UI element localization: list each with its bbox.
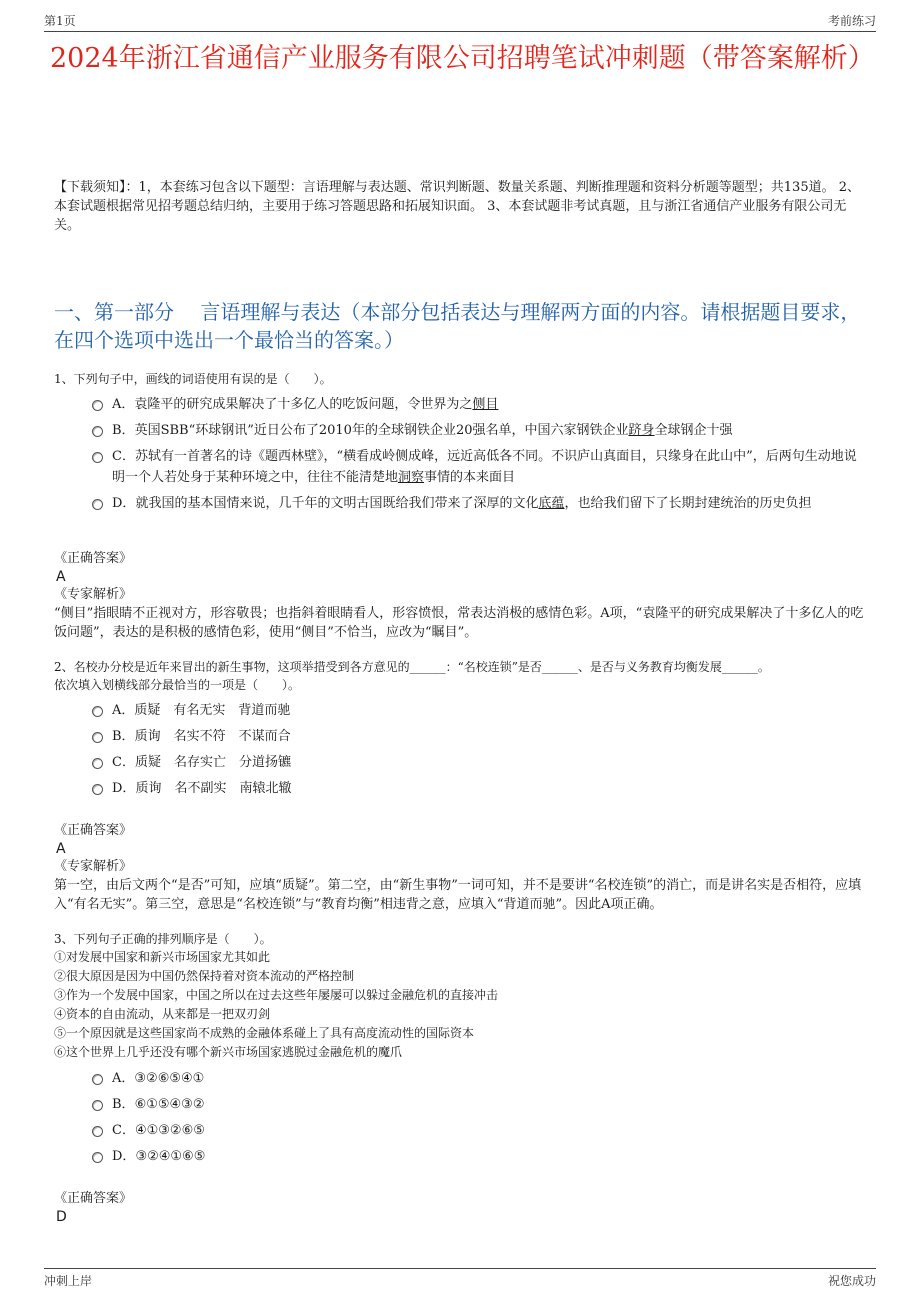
correct-answer: D bbox=[56, 1209, 67, 1225]
option-a[interactable] bbox=[54, 394, 868, 415]
option-text: 英国SBB“环球钢讯”近日公布了2010年的全球钢铁企业20强名单，中国六家钢铁企业 bbox=[134, 423, 629, 438]
analysis-text: 第一空，由后文两个“是否”可知，应填“质疑”。第二空，由“新生事物”一词可知，并不是要讲“名校连锁”的消亡，而是讲名实是否相符，应填入“有名无实”。第三空，意思是“名校连锁”与“教育均衡”相违背之意，应填入“背道而驰”。因此A项正确。 bbox=[54, 878, 862, 912]
option-text: ③②④①⑥⑤ bbox=[135, 1149, 206, 1164]
option-letter: D． bbox=[112, 496, 136, 511]
radio-button[interactable] bbox=[92, 426, 103, 437]
answer-block-2 bbox=[54, 822, 868, 914]
footer-left-text: 冲刺上岸 bbox=[44, 1274, 93, 1288]
option-letter: A． bbox=[112, 1071, 135, 1086]
option-letter: B． bbox=[112, 1097, 135, 1112]
option-d[interactable] bbox=[54, 778, 868, 799]
option-a[interactable] bbox=[54, 700, 868, 721]
option-letter: C． bbox=[112, 755, 135, 770]
option-letter: D． bbox=[112, 781, 136, 796]
option-letter: B． bbox=[112, 729, 135, 744]
sentence-3: ③作为一个发展中国家，中国之所以在过去这些年屡屡可以躲过金融危机的直接冲击 bbox=[54, 988, 499, 1002]
analysis-label: 《专家解析》 bbox=[54, 587, 133, 602]
sentence-4: ④资本的自由流动，从来都是一把双刃剑 bbox=[54, 1007, 271, 1021]
header-divider bbox=[44, 31, 876, 32]
radio-button[interactable] bbox=[92, 1152, 103, 1163]
underlined-word: 洞察 bbox=[398, 470, 425, 485]
header-tag: 考前练习 bbox=[827, 14, 876, 28]
option-text: 就我国的基本国情来说，几千年的文明古国既给我们带来了深厚的文化 bbox=[135, 496, 539, 511]
option-text-tail: 事情的本来面目 bbox=[424, 470, 516, 485]
option-text: ④①③②⑥⑤ bbox=[134, 1123, 205, 1138]
option-c[interactable] bbox=[54, 752, 868, 773]
option-d[interactable] bbox=[54, 1146, 868, 1167]
option-c[interactable] bbox=[54, 446, 868, 488]
question-stem: 1、下列句子中，画线的词语使用有误的是（ ）。 bbox=[54, 372, 332, 386]
option-letter: D． bbox=[112, 1149, 136, 1164]
option-text: 质疑 名存实亡 分道扬镳 bbox=[134, 755, 291, 770]
option-letter: C． bbox=[112, 449, 135, 464]
option-d[interactable] bbox=[54, 493, 868, 514]
radio-button[interactable] bbox=[92, 1074, 103, 1085]
option-letter: A． bbox=[112, 397, 135, 412]
download-notice: 【下载须知】：1，本套练习包含以下题型：言语理解与表达题、常识判断题、数量关系题、判断推理题和资料分析题等题型；共135道。 2、本套试题根据常见招考题总结归纳，主要用于练习答题思路和拓展知识面。 3、本套试题非考试真题，且与浙江省通信产业服务有限公司无关。 bbox=[54, 180, 860, 233]
correct-answer: A bbox=[56, 841, 66, 857]
sentence-1: ①对发展中国家和新兴市场国家尤其如此 bbox=[54, 950, 271, 964]
option-text: 质询 名实不符 不谋而合 bbox=[134, 729, 291, 744]
option-text: 质询 名不副实 南辕北辙 bbox=[135, 781, 292, 796]
option-text: ⑥①⑤④③② bbox=[134, 1097, 205, 1112]
section-heading: 一、第一部分 言语理解与表达（本部分包括表达与理解两方面的内容。请根据题目要求，在四个选项中选出一个最恰当的答案。） bbox=[54, 300, 861, 352]
radio-button[interactable] bbox=[92, 400, 103, 411]
option-text: 苏轼有一首著名的诗《题西林壁》，“横看成岭侧成峰，远近高低各不同。不识庐山真面目，只缘身在此山中”，后两句生动地说明一个人若处身于某种环境之中，往往不能清楚地 bbox=[112, 449, 857, 485]
option-text: ③②⑥⑤④① bbox=[134, 1071, 205, 1086]
question-stem: 3、下列句子正确的排列顺序是（ ）。 bbox=[54, 932, 272, 946]
radio-button[interactable] bbox=[92, 452, 103, 463]
radio-button[interactable] bbox=[92, 784, 103, 795]
question-1 bbox=[54, 370, 868, 519]
underlined-word: 底蕴 bbox=[538, 496, 565, 511]
radio-button[interactable] bbox=[92, 499, 103, 510]
sentence-2: ②很大原因是因为中国仍然保持着对资本流动的严格控制 bbox=[54, 969, 355, 983]
option-letter: B． bbox=[112, 423, 135, 438]
question-3 bbox=[54, 930, 868, 1172]
option-text: 袁隆平的研究成果解决了十多亿人的吃饭问题，令世界为之 bbox=[134, 397, 473, 412]
option-text-tail: 全球钢企十强 bbox=[654, 423, 733, 438]
option-b[interactable] bbox=[54, 726, 868, 747]
answer-label: 《正确答案》 bbox=[54, 551, 133, 566]
sentence-6: ⑥这个世界上几乎还没有哪个新兴市场国家逃脱过金融危机的魔爪 bbox=[54, 1045, 403, 1059]
radio-button[interactable] bbox=[92, 706, 103, 717]
page-number: 第1页 bbox=[44, 14, 76, 28]
option-letter: A． bbox=[112, 703, 135, 718]
option-list bbox=[54, 1068, 868, 1167]
question-2 bbox=[54, 658, 868, 804]
answer-block-1 bbox=[54, 550, 868, 642]
analysis-label: 《专家解析》 bbox=[54, 859, 133, 874]
footer-divider bbox=[44, 1268, 876, 1269]
question-instruction: 依次填入划横线部分最恰当的一项是（ ）。 bbox=[54, 678, 301, 692]
answer-block-3 bbox=[54, 1190, 868, 1226]
radio-button[interactable] bbox=[92, 758, 103, 769]
question-stem: 2、名校办分校是近年来冒出的新生事物，这项举措受到各方意见的______：“名校连锁”是否______、是否与义务教育均衡发展______。 bbox=[54, 660, 770, 674]
option-b[interactable] bbox=[54, 1094, 868, 1115]
option-b[interactable] bbox=[54, 420, 868, 441]
sentence-5: ⑤一个原因就是这些国家尚不成熟的金融体系碰上了具有高度流动性的国际资本 bbox=[54, 1026, 475, 1040]
option-text: 质疑 有名无实 背道而驰 bbox=[134, 703, 291, 718]
underlined-word: 跻身 bbox=[628, 423, 655, 438]
radio-button[interactable] bbox=[92, 1100, 103, 1111]
option-c[interactable] bbox=[54, 1120, 868, 1141]
option-list bbox=[54, 700, 868, 799]
option-letter: C． bbox=[112, 1123, 135, 1138]
option-text-tail: ，也给我们留下了长期封建统治的历史负担 bbox=[564, 496, 812, 511]
correct-answer: A bbox=[56, 569, 66, 585]
radio-button[interactable] bbox=[92, 1126, 103, 1137]
option-a[interactable] bbox=[54, 1068, 868, 1089]
answer-label: 《正确答案》 bbox=[54, 1191, 133, 1206]
radio-button[interactable] bbox=[92, 732, 103, 743]
document-title: 2024年浙江省通信产业服务有限公司招聘笔试冲刺题（带答案解析） bbox=[50, 43, 875, 74]
underlined-word: 侧目 bbox=[472, 397, 499, 412]
option-list bbox=[54, 394, 868, 514]
analysis-text: “侧目”指眼睛不正视对方，形容敬畏；也指斜着眼睛看人，形容愤恨，常表达消极的感情色彩。A项，“袁隆平的研究成果解决了十多亿人的吃饭问题”，表达的是积极的感情色彩，使用“侧目”不恰当，应改为“瞩目”。 bbox=[54, 606, 864, 640]
footer-right-text: 祝您成功 bbox=[827, 1274, 876, 1288]
answer-label: 《正确答案》 bbox=[54, 823, 133, 838]
